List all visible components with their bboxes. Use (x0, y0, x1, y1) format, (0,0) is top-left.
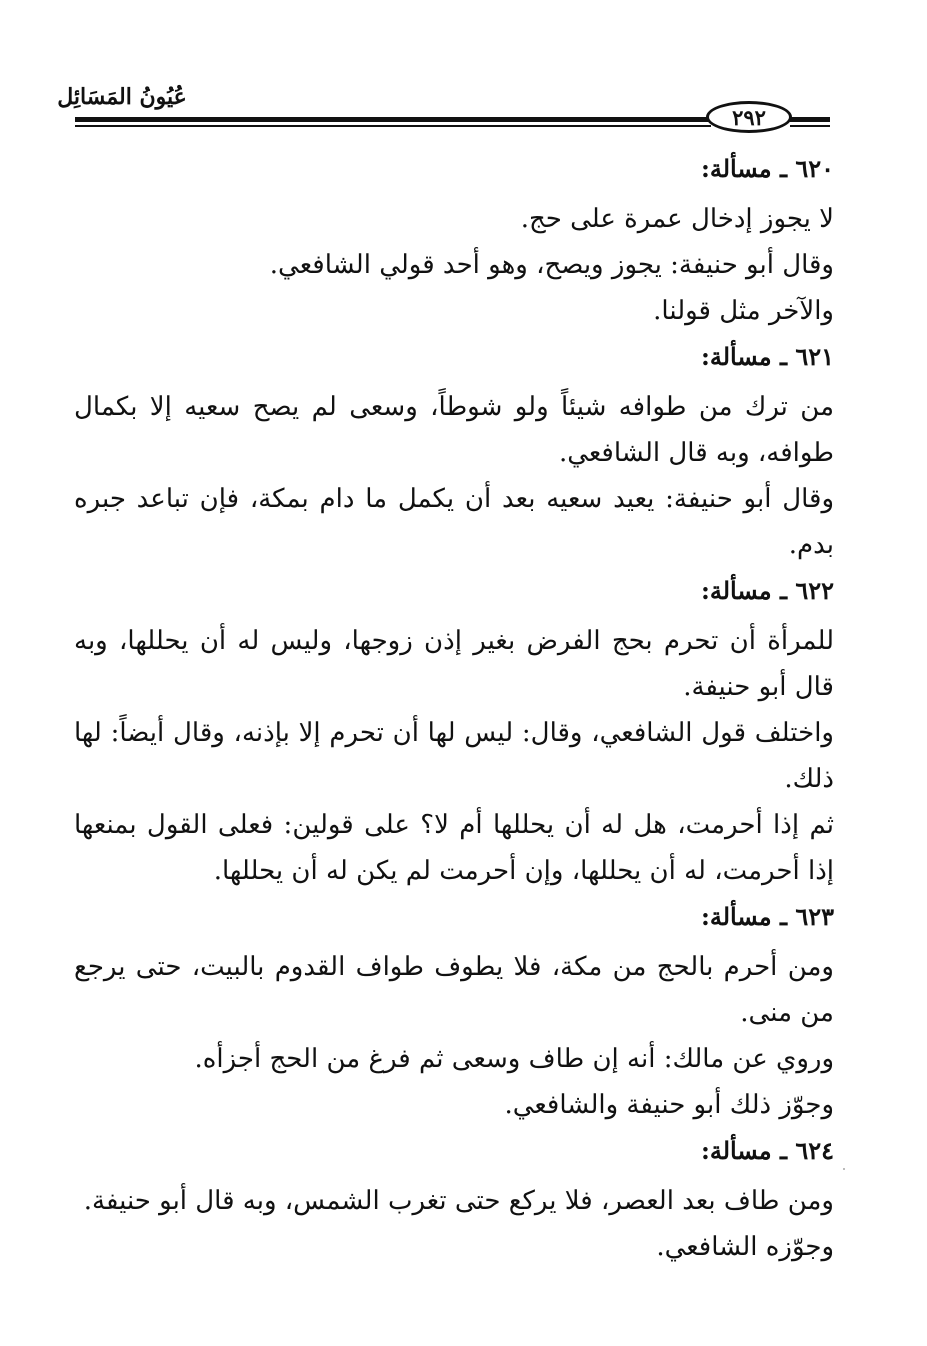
paragraph: واختلف قول الشافعي، وقال: ليس لها أن تحرم إلا بإذنه، وقال أيضاً: لها ذلك. (74, 718, 834, 794)
scan-speck (843, 1168, 845, 1170)
paragraph: ثم إذا أحرمت، هل له أن يحللها أم لا؟ على قولين: فعلى القول بمنعها إذا أحرمت، له أن يحللها، وإن أحرمت لم يكن له أن يحللها. (74, 810, 834, 886)
running-title: عُيُونُ المَسَائِل (57, 84, 187, 110)
paragraph: وجوّزه الشافعي. (656, 1232, 834, 1262)
paragraph: لا يجوز إدخال عمرة على حج. (520, 204, 834, 234)
page-number-text: ٢٩٢ (732, 104, 766, 130)
page-body (74, 146, 834, 1270)
paragraph: وقال أبو حنيفة: يعيد سعيه بعد أن يكمل ما دام بمكة، فإن تباعد جبره بدم. (74, 484, 835, 560)
paragraph: وروي عن مالك: أنه إن طاف وسعى ثم فرغ من الحج أجزأه. (194, 1044, 834, 1074)
header-rule-right-thick (790, 117, 830, 122)
page-number (706, 101, 792, 133)
paragraph: من ترك من طوافه شيئاً ولو شوطاً، وسعى لم يصح سعيه إلا بكمال طوافه، وبه قال الشافعي. (74, 392, 834, 468)
issue-heading-620: ٦٢٠ ـ مسألة: (700, 154, 834, 183)
paragraph: والآخر مثل قولنا. (653, 296, 834, 326)
issue-heading-622: ٦٢٢ ـ مسألة: (700, 576, 834, 605)
issue-heading-624: ٦٢٤ ـ مسألة: (700, 1136, 834, 1165)
issue-heading-623: ٦٢٣ ـ مسألة: (700, 902, 834, 931)
header-rule-right-thin (790, 125, 830, 127)
paragraph: ومن طاف بعد العصر، فلا يركع حتى تغرب الشمس، وبه قال أبو حنيفة. (83, 1186, 834, 1216)
paragraph: للمرأة أن تحرم بحج الفرض بغير إذن زوجها، وليس له أن يحللها، وبه قال أبو حنيفة. (74, 626, 834, 702)
header-rule-thin (75, 125, 711, 127)
paragraph: ومن أحرم بالحج من مكة، فلا يطوف طواف القدوم بالبيت، حتى يرجع من منى. (74, 952, 834, 1028)
paragraph: وجوّز ذلك أبو حنيفة والشافعي. (504, 1090, 834, 1120)
issue-heading-621: ٦٢١ ـ مسألة: (700, 342, 834, 371)
header-rule-thick (75, 117, 711, 122)
paragraph: وقال أبو حنيفة: يجوز ويصح، وهو أحد قولي الشافعي. (269, 250, 834, 280)
